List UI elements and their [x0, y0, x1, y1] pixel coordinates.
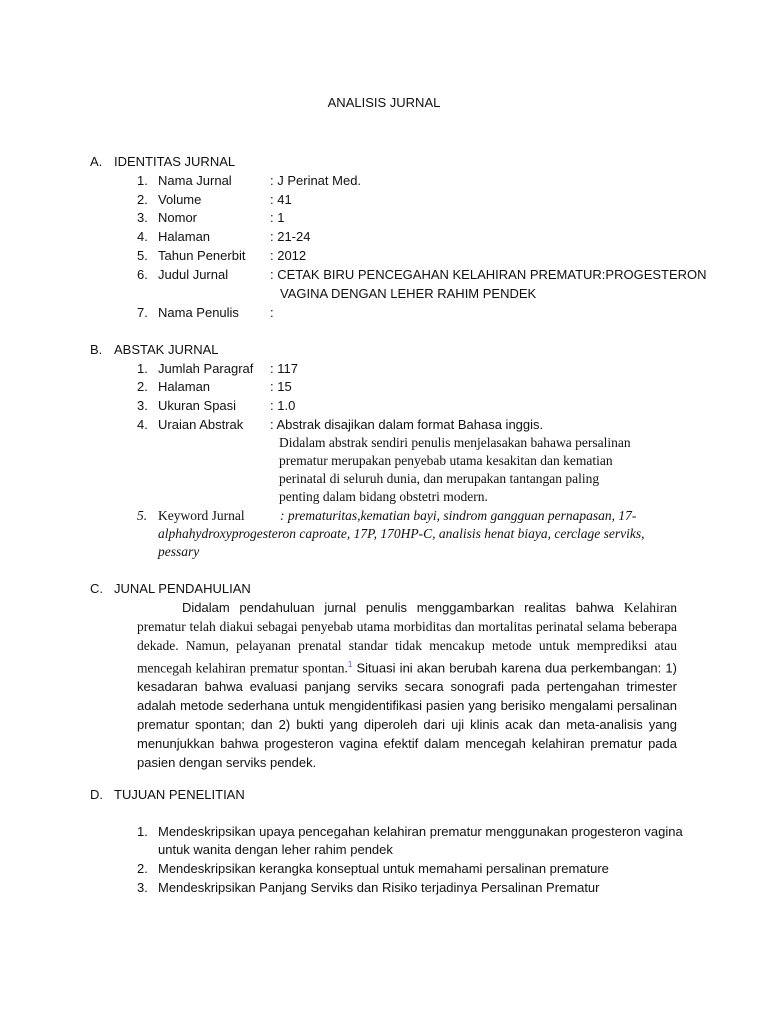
identity-value: : 41: [270, 192, 292, 207]
footnote-reference[interactable]: 1: [347, 660, 353, 669]
identity-value: : 2012: [270, 248, 307, 263]
abstract-description-line: Didalam abstrak sendiri penulis menjelasakan bahawa persalinan: [279, 435, 631, 450]
section-d-heading: D. TUJUAN PENELITIAN: [90, 787, 245, 802]
objective-text-continuation: untuk wanita dengan leher rahim pendek: [158, 842, 393, 857]
identity-label: Tahun Penerbit: [158, 248, 246, 263]
objective-text: Mendeskripsikan upaya pencegahan kelahiran prematur menggunakan progesteron vagina: [158, 824, 683, 839]
abstract-num: 4.: [137, 417, 148, 432]
identity-value: : J Perinat Med.: [270, 173, 362, 188]
abstract-num: 2.: [137, 379, 148, 394]
identity-num: 1.: [137, 173, 148, 188]
abstract-value: : 117: [270, 361, 298, 376]
identity-num: 3.: [137, 210, 148, 225]
identity-value: :: [270, 305, 274, 320]
abstract-label: Uraian Abstrak: [158, 417, 244, 432]
abstract-value: : 1.0: [270, 398, 296, 413]
abstract-description-line: prematur merupakan penyebab utama kesakitan dan kematian: [279, 453, 613, 468]
identity-num: 6.: [137, 267, 148, 282]
objective-num: 2.: [137, 861, 148, 876]
abstract-num: 1.: [137, 361, 148, 376]
abstract-num: 3.: [137, 398, 148, 413]
identity-num: 7.: [137, 305, 148, 320]
identity-value: : 21-24: [270, 229, 311, 244]
section-a-heading: A. IDENTITAS JURNAL: [90, 154, 236, 169]
identity-label: Nomor: [158, 210, 198, 225]
abstract-label: Ukuran Spasi: [158, 398, 237, 413]
abstract-value: : 15: [270, 379, 292, 394]
keyword-value-line: alphahydroxyprogesteron caproate, 17P, 170HP-C, analisis henat biaya, cerclage serviks,: [158, 526, 645, 541]
identity-num: 5.: [137, 248, 148, 263]
keyword-value: : prematuritas,kematian bayi, sindrom gangguan pernapasan, 17-: [280, 508, 637, 523]
identity-value: : 1: [270, 210, 285, 225]
identity-label: Halaman: [158, 229, 211, 244]
abstract-label: Halaman: [158, 379, 211, 394]
abstract-description-line: penting dalam bidang obstetri modern.: [279, 489, 488, 504]
abstract-value: : Abstrak disajikan dalam format Bahasa inggis.: [270, 417, 544, 432]
identity-num: 4.: [137, 229, 148, 244]
identity-value-continuation: VAGINA DENGAN LEHER RAHIM PENDEK: [280, 286, 537, 301]
keyword-value-line: pessary: [158, 544, 200, 559]
identity-num: 2.: [137, 192, 148, 207]
section-c-heading: C. JUNAL PENDAHULIAN: [90, 581, 251, 596]
identity-label: Nama Penulis: [158, 305, 239, 320]
keyword-num: 5.: [137, 508, 148, 523]
identity-label: Judul Jurnal: [158, 267, 229, 282]
abstract-description-line: perinatal di seluruh dunia, dan merupakan tantangan paling: [279, 471, 600, 486]
keyword-label: Keyword Jurnal: [158, 508, 245, 523]
identity-value: : CETAK BIRU PENCEGAHAN KELAHIRAN PREMATUR:PROGESTERON: [270, 267, 707, 282]
introduction-paragraph: Didalam pendahuluan jurnal penulis menggambarkan realitas bahwa Kelahiran prematur telah diakui sebagai penyebab utama morbiditas dan mortalitas perinatal selama beberapa dekade. Namun, pelayanan prenatal standar tidak mencakup metode untuk memprediksi atau mencegah kelahiran prematur spontan.$^1$ Situasi ini akan berubah karena dua perkembangan: 1) kesadaran bahwa evaluasi panjang serviks secara sonografi pada pertengahan trimester adalah metode sederhana untuk mengidentifikasi pasien yang berisiko mengalami persalinan prematur spontan; dan 2) bukti yang diperoleh dari uji klinis acak dan meta-analisis yang menunjukkan bahwa progesteron vagina efektif dalam mencegah kelahiran prematur pada pasien dengan serviks pendek.: [137, 600, 677, 771]
objective-num: 3.: [137, 880, 148, 895]
abstract-label: Jumlah Paragraf: [158, 361, 254, 376]
objective-text: Mendeskripsikan kerangka konseptual untuk memahami persalinan premature: [158, 861, 609, 876]
identity-label: Nama Jurnal: [158, 173, 232, 188]
objective-num: 1.: [137, 824, 148, 839]
section-b-heading: B. ABSTAK JURNAL: [90, 342, 219, 357]
objective-text: Mendeskripsikan Panjang Serviks dan Risiko terjadinya Persalinan Prematur: [158, 880, 600, 895]
page-title: ANALISIS JURNAL: [327, 95, 441, 110]
identity-label: Volume: [158, 192, 202, 207]
